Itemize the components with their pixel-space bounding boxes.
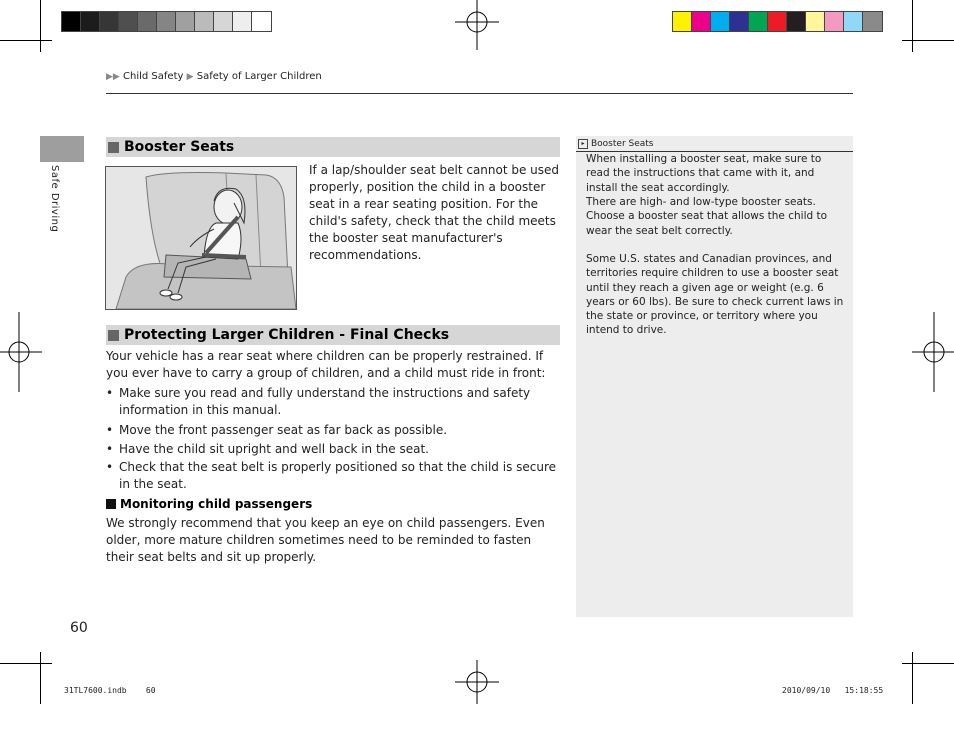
registration-mark-left-icon (0, 312, 80, 392)
booster-seats-heading (106, 137, 560, 157)
child-in-booster-seat-icon (106, 167, 296, 309)
list-item (106, 385, 562, 419)
registration-mark-bottom-icon (437, 660, 517, 740)
color-swatch (233, 12, 252, 31)
color-swatch (195, 12, 214, 31)
grayscale-color-bar (61, 11, 272, 32)
bullet-icon: • (106, 423, 114, 437)
color-swatch (692, 12, 711, 31)
color-swatch (176, 12, 195, 31)
color-swatch (214, 12, 233, 31)
color-swatch (844, 12, 863, 31)
color-swatch (863, 12, 882, 31)
color-swatch (749, 12, 768, 31)
chapter-label: Safe Driving (49, 165, 60, 233)
sidebar-note-paragraph: When installing a booster seat, make sure to read the instructions that came with it, and install the seat accordingly. (586, 153, 822, 194)
chapter-tab[interactable] (40, 136, 84, 162)
color-swatch (787, 12, 806, 31)
registration-mark-right-icon (894, 312, 954, 392)
bullet-icon: • (106, 442, 114, 456)
monitoring-text: We strongly recommend that you keep an eye on child passengers. Even older, more mature children sometimes need to be reminded to fasten their seat belts and sit up properly. (106, 516, 545, 564)
color-swatch (157, 12, 176, 31)
triangle-right-icon: ▶ (106, 72, 113, 82)
footer-datetime: 2010/09/10 15:18:55 (782, 686, 884, 695)
note-icon: ▸ (578, 139, 588, 149)
booster-seats-title: Booster Seats (124, 139, 235, 155)
list-item (106, 422, 562, 439)
final-checks-intro: Your vehicle has a rear seat where children can be properly restrained. If you ever have to carry a group of children, and a child must ride in front: (106, 349, 546, 380)
color-swatch (806, 12, 825, 31)
heading-square-icon (108, 330, 119, 341)
heading-square-icon (106, 499, 116, 509)
color-swatch (825, 12, 844, 31)
bullet-text: Have the child sit upright and well back in the seat. (119, 442, 429, 456)
final-checks-title: Protecting Larger Children - Final Checks (124, 327, 450, 343)
heading-square-icon (108, 142, 119, 153)
color-swatch (730, 12, 749, 31)
color-swatch (81, 12, 100, 31)
color-swatch (768, 12, 787, 31)
monitoring-title: Monitoring child passengers (120, 497, 313, 511)
bullet-icon: • (106, 386, 114, 400)
final-checks-heading (106, 325, 560, 345)
bullet-text: Move the front passenger seat as far back as possible. (119, 423, 448, 437)
triangle-right-icon: ▶ (186, 72, 194, 82)
triangle-right-icon: ▶ (112, 72, 120, 82)
list-item (106, 441, 562, 458)
sidebar-note-paragraph: Some U.S. states and Canadian provinces, and territories require children to use a booster seat until they reach a given age or weight (e.g. 6 years or 60 lbs). Be sure to check current laws in the state or province, or territory where you intend to drive. (586, 253, 844, 337)
bullet-text: Make sure you read and fully understand the instructions and safety information in this manual. (119, 386, 531, 417)
header-rule (106, 93, 853, 94)
process-color-bar (672, 11, 883, 32)
breadcrumb (106, 71, 322, 82)
breadcrumb-item-child-safety[interactable]: Child Safety (123, 71, 184, 82)
breadcrumb-item-larger-children[interactable]: Safety of Larger Children (196, 71, 322, 82)
registration-mark-top-icon (437, 0, 517, 80)
page-number: 60 (70, 620, 88, 636)
color-swatch (62, 12, 81, 31)
bullet-text: Check that the seat belt is properly positioned so that the child is secure in the seat. (119, 460, 557, 491)
list-item (106, 459, 562, 493)
bullet-icon: • (106, 460, 114, 474)
sidebar-note-header (576, 136, 853, 152)
sidebar-note-paragraph: There are high- and low-type booster seats. Choose a booster seat that allows the child to wear the seat belt correctly. (586, 196, 828, 237)
color-swatch (711, 12, 730, 31)
color-swatch (119, 12, 138, 31)
color-swatch (138, 12, 157, 31)
color-swatch (673, 12, 692, 31)
booster-seat-illustration (105, 166, 297, 310)
sidebar-note-title: Booster Seats (591, 138, 654, 149)
color-swatch (100, 12, 119, 31)
booster-seats-text: If a lap/shoulder seat belt cannot be used properly, position the child in a booster seat in a rear seating position. For the child's safety, check that the child meets the booster seat manufacturer's recommendations. (309, 163, 560, 262)
color-swatch (252, 12, 271, 31)
footer-file-info: 31TL7600.indb 60 (64, 686, 156, 695)
monitoring-heading (106, 497, 312, 511)
